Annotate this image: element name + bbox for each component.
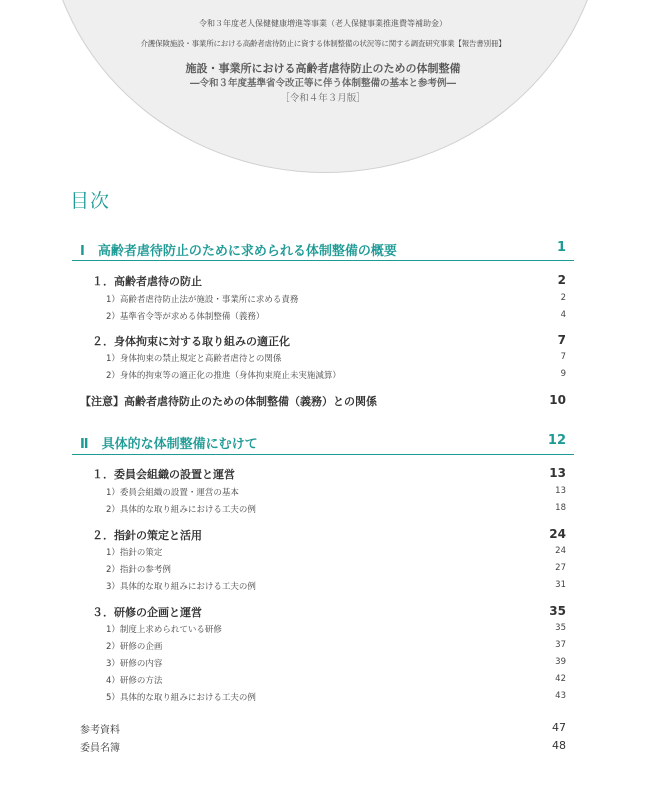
toc-item-label: 3）具体的な取り組みにおける工夫の例: [106, 582, 256, 592]
document-edition: ［令和４年３月版］: [280, 93, 366, 104]
toc-item-label: 1）身体拘束の禁止規定と高齢者虐待との関係: [106, 354, 282, 364]
toc-item-5-5[interactable]: [0, 691, 646, 709]
toc-item-3-1[interactable]: [0, 486, 646, 504]
toc-section-label: ３．研修の企画と運営: [92, 606, 202, 619]
toc-page-number: 31: [555, 580, 566, 590]
toc-committee-list[interactable]: [0, 739, 646, 757]
toc-item-2-1[interactable]: [0, 352, 646, 370]
toc-section-3[interactable]: [0, 466, 646, 484]
toc-page-number: 2: [557, 273, 566, 287]
toc-item-5-4[interactable]: [0, 674, 646, 692]
toc-section-2[interactable]: [0, 333, 646, 351]
toc-item-label: 2）基準省令等が求める体制整備（義務）: [106, 312, 265, 322]
toc-page-number: 24: [549, 527, 566, 541]
toc-page-number: 10: [549, 393, 566, 407]
chapter-divider: [72, 260, 574, 261]
toc-note-label: 【注意】高齢者虐待防止のための体制整備（義務）との関係: [80, 395, 377, 408]
toc-note[interactable]: [0, 393, 646, 411]
toc-page-number: 35: [549, 604, 566, 618]
toc-page-number: 13: [549, 466, 566, 480]
toc-item-1-2[interactable]: [0, 310, 646, 328]
toc-item-5-1[interactable]: [0, 623, 646, 641]
toc-ref-label: 委員名簿: [80, 743, 120, 754]
toc-section-1[interactable]: [0, 273, 646, 291]
toc-item-label: 2）指針の参考例: [106, 565, 171, 575]
toc-section-4[interactable]: [0, 527, 646, 545]
toc-item-label: 1）指針の策定: [106, 548, 163, 558]
toc-item-1-1[interactable]: [0, 293, 646, 311]
toc-chapter-2[interactable]: [0, 433, 646, 451]
toc-section-label: １．委員会組織の設置と運営: [92, 468, 235, 481]
toc-item-label: 1）高齢者虐待防止法が施設・事業所に求める責務: [106, 295, 299, 305]
toc-page-number: 43: [555, 691, 566, 701]
toc-item-2-2[interactable]: [0, 369, 646, 387]
toc-page-number: 47: [552, 721, 566, 734]
toc-page-number: 35: [555, 623, 566, 633]
toc-ref-label: 参考資料: [80, 725, 120, 736]
toc-page-number: 27: [555, 563, 566, 573]
toc-heading: 目次: [70, 190, 111, 212]
toc-item-5-3[interactable]: [0, 657, 646, 675]
toc-item-label: 4）研修の方法: [106, 676, 163, 686]
toc-page-number: 7: [557, 333, 566, 347]
toc-reference-materials[interactable]: [0, 721, 646, 739]
toc-page-number: 4: [560, 310, 566, 320]
toc-item-label: 5）具体的な取り組みにおける工夫の例: [106, 693, 256, 703]
toc-page-number: 7: [560, 352, 566, 362]
toc-section-label: ２．指針の策定と活用: [92, 529, 202, 542]
toc-item-4-3[interactable]: [0, 580, 646, 598]
toc-item-3-2[interactable]: [0, 503, 646, 521]
toc-section-label: ２．身体拘束に対する取り組みの適正化: [92, 335, 290, 348]
toc-item-label: 2）身体的拘束等の適正化の推進（身体拘束廃止未実施減算）: [106, 371, 341, 381]
toc-page-number: 2: [560, 293, 566, 303]
toc-item-5-2[interactable]: [0, 640, 646, 658]
toc-item-4-2[interactable]: [0, 563, 646, 581]
toc-page-number: 24: [555, 546, 566, 556]
toc-item-label: 1）委員会組織の設置・運営の基本: [106, 488, 239, 498]
toc-item-4-1[interactable]: [0, 546, 646, 564]
toc-page-number: 9: [560, 369, 566, 379]
toc-page-number: 42: [555, 674, 566, 684]
toc-chapter-1[interactable]: [0, 240, 646, 258]
toc-item-label: 1）制度上求められている研修: [106, 625, 222, 635]
project-name: 令和３年度老人保健健康増進等事業（老人保健事業推進費等補助金）: [199, 19, 447, 28]
toc-page-number: 37: [555, 640, 566, 650]
toc-chapter-label: Ⅰ 高齢者虐待防止のために求められる体制整備の概要: [80, 244, 397, 259]
toc-section-5[interactable]: [0, 604, 646, 622]
toc-section-label: １．高齢者虐待の防止: [92, 275, 202, 288]
toc-page-number: 48: [552, 739, 566, 752]
document-title: 施設・事業所における高齢者虐待防止のための体制整備: [185, 62, 461, 75]
toc-page-number: 39: [555, 657, 566, 667]
document-subtitle: ―令和３年度基準省令改正等に伴う体制整備の基本と参考例―: [189, 78, 456, 89]
toc-chapter-label: Ⅱ 具体的な体制整備にむけて: [80, 437, 258, 452]
toc-item-label: 2）研修の企画: [106, 642, 163, 652]
toc-page-number: 1: [556, 240, 566, 255]
chapter-divider: [72, 454, 574, 455]
toc-page-number: 18: [555, 503, 566, 513]
toc-page-number: 12: [547, 433, 566, 448]
toc-item-label: 2）具体的な取り組みにおける工夫の例: [106, 505, 256, 515]
toc-page-number: 13: [555, 486, 566, 496]
toc-item-label: 3）研修の内容: [106, 659, 163, 669]
research-name: 介護保険施設・事業所における高齢者虐待防止に資する体制整備の状況等に関する調査研究事業【報告書別冊】: [140, 39, 506, 48]
